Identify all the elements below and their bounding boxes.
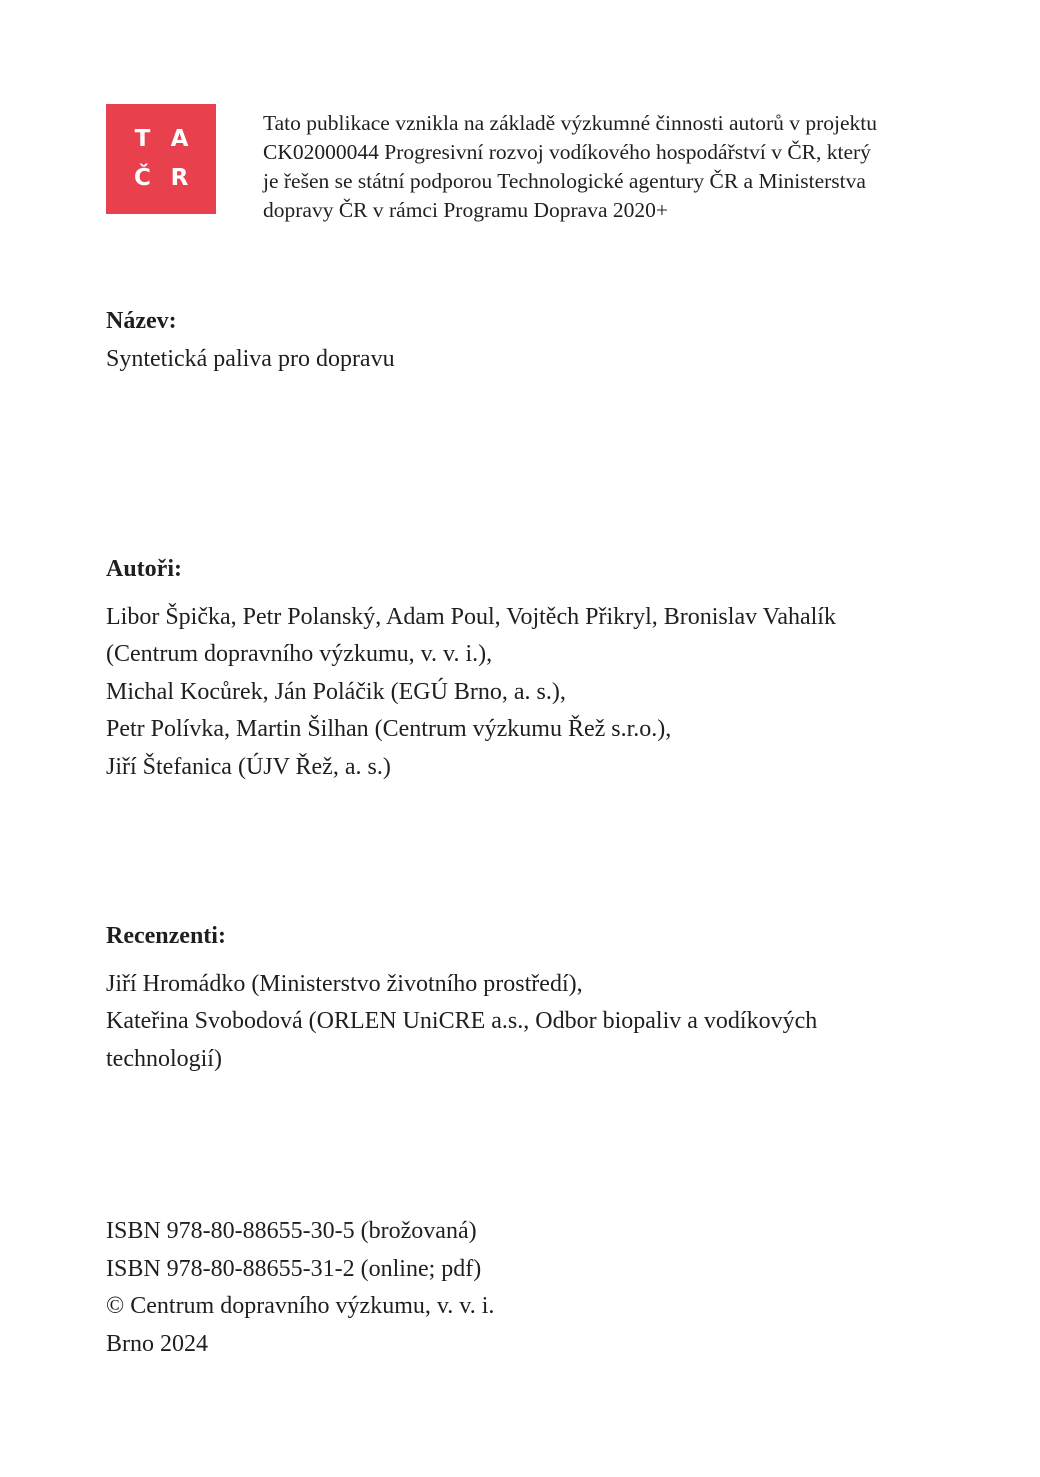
- author-line: (Centrum dopravního výzkumu, v. v. i.),: [106, 641, 493, 667]
- funding-note-line: dopravy ČR v rámci Programu Doprava 2020+: [263, 198, 669, 222]
- author-line: Jiří Štefanica (ÚJV Řež, a. s.): [106, 753, 391, 780]
- authors-section: [106, 551, 836, 786]
- tacr-logo: [106, 104, 216, 214]
- logo-letter-r: R: [170, 165, 189, 191]
- author-line: Libor Špička, Petr Polanský, Adam Poul, Vojtěch Přikryl, Bronislav Vahalík: [106, 603, 836, 630]
- reviewers-label: Recenzenti:: [106, 923, 226, 949]
- imprint-section: [106, 1213, 494, 1363]
- funding-note: [263, 109, 923, 225]
- reviewer-line: technologií): [106, 1045, 222, 1072]
- reviewer-line: Kateřina Svobodová (ORLEN UniCRE a.s., Odbor biopaliv a vodíkových: [106, 1008, 818, 1034]
- funding-note-line: CK02000044 Progresivní rozvoj vodíkového hospodářství v ČR, který: [263, 140, 871, 164]
- copyright-line: © Centrum dopravního výzkumu, v. v. i.: [106, 1293, 495, 1319]
- title-section: [106, 303, 395, 378]
- author-line: Michal Kocůrek, Ján Poláčik (EGÚ Brno, a. s.),: [106, 678, 566, 705]
- logo-letter-a: A: [170, 126, 189, 152]
- place-year-line: Brno 2024: [106, 1330, 208, 1357]
- isbn-online-line: ISBN 978-80-88655-31-2 (online; pdf): [106, 1255, 482, 1282]
- author-line: Petr Polívka, Martin Šilhan (Centrum výzkumu Řež s.r.o.),: [106, 716, 672, 742]
- funding-note-line: Tato publikace vznikla na základě výzkumné činnosti autorů v projektu: [263, 111, 878, 135]
- reviewer-line: Jiří Hromádko (Ministerstvo životního prostředí),: [106, 970, 583, 997]
- publication-title: Syntetická paliva pro dopravu: [106, 345, 395, 372]
- reviewers-section: [106, 918, 817, 1078]
- reviewers-lines: [106, 966, 817, 1079]
- funding-note-line: je řešen se státní podporou Technologické agentury ČR a Ministerstva: [263, 169, 866, 193]
- authors-lines: [106, 599, 836, 787]
- logo-letter-t: T: [134, 126, 151, 152]
- authors-label: Autoři:: [106, 556, 182, 582]
- logo-letter-c: Č: [134, 165, 151, 191]
- title-label: Název:: [106, 308, 177, 334]
- isbn-print-line: ISBN 978-80-88655-30-5 (brožovaná): [106, 1218, 477, 1244]
